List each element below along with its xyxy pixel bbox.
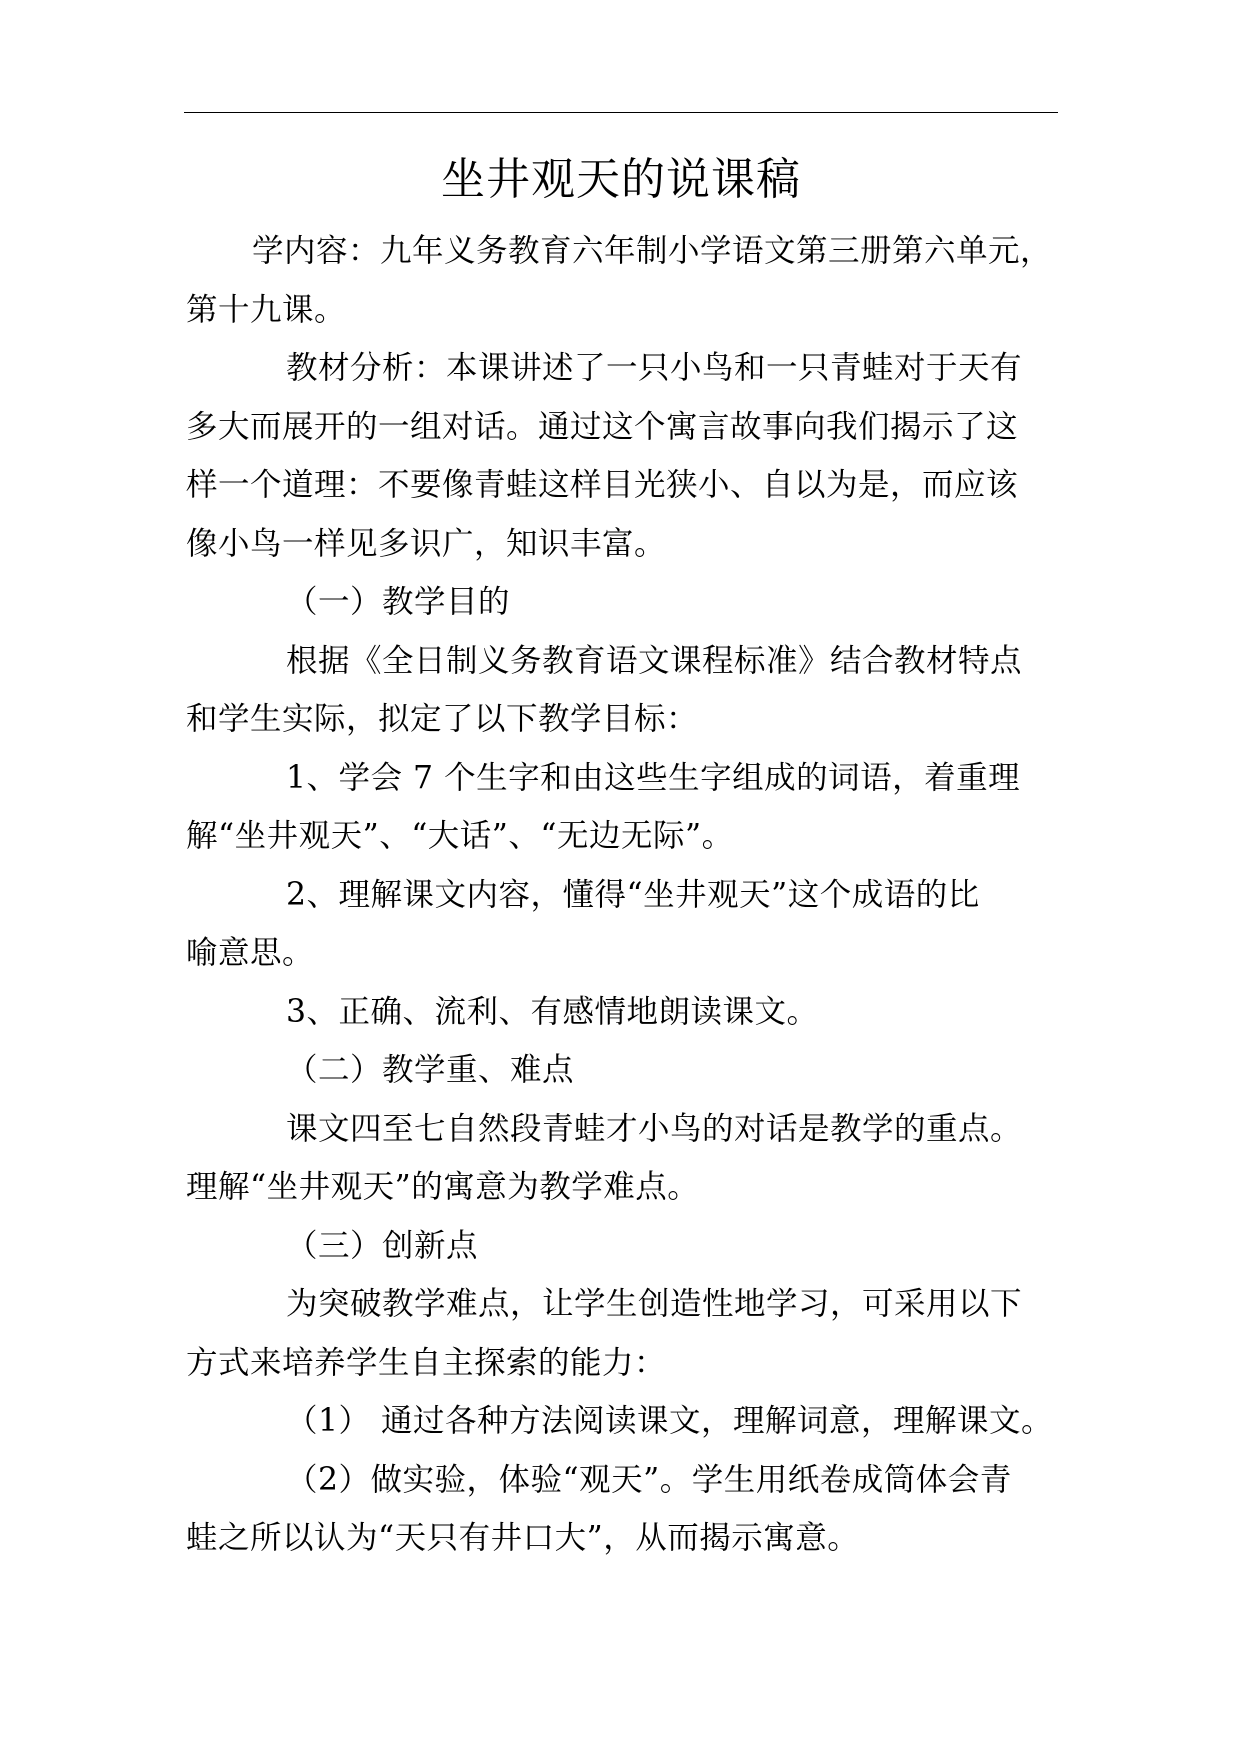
text-line: 像小鸟一样见多识广，知识丰富。 xyxy=(186,525,667,562)
text-line: 为突破教学难点，让学生创造性地学习，可采用以下 xyxy=(286,1286,1023,1322)
document-body xyxy=(186,222,1066,1568)
text-line: （2）做实验，体验“观天”。学生用纸卷成筒体会青 xyxy=(286,1461,1012,1498)
text-line: 学内容：九年义务教育六年制小学语文第三册第六单元， xyxy=(252,233,1053,269)
text-line: （一）教学目的 xyxy=(286,584,511,620)
text-line: 多大而展开的一组对话。通过这个寓言故事向我们揭示了这 xyxy=(186,408,1019,445)
page-title: 坐井观天的说课稿 xyxy=(441,154,801,205)
text-line: 和学生实际，拟定了以下教学目标： xyxy=(186,701,699,737)
text-line: 样一个道理：不要像青蛙这样目光狭小、自以为是，而应该 xyxy=(186,467,1019,503)
text-line: 蛙之所以认为“天只有井口大”，从而揭示寓意。 xyxy=(186,1520,860,1556)
text-line: 2、理解课文内容，懂得“坐井观天”这个成语的比 xyxy=(286,876,980,913)
text-line: 1、学会 7 个生字和由这些生字组成的词语，着重理 xyxy=(286,759,1021,796)
text-line: 理解“坐井观天”的寓意为教学难点。 xyxy=(186,1169,700,1205)
header-rule xyxy=(184,112,1058,113)
text-line: 教材分析：本课讲述了一只小鸟和一只青蛙对于天有 xyxy=(286,350,1023,386)
text-line: 3、正确、流利、有感情地朗读课文。 xyxy=(286,993,819,1030)
text-line: 解“坐井观天”、“大话”、“无边无际”。 xyxy=(186,818,734,854)
text-line: 方式来培养学生自主探索的能力： xyxy=(186,1344,667,1381)
text-line: 根据《全日制义务教育语文课程标准》结合教材特点 xyxy=(286,642,1023,679)
text-line: （三）创新点 xyxy=(286,1227,479,1264)
text-line: 第十九课。 xyxy=(186,291,347,328)
text-line: （二）教学重、难点 xyxy=(286,1052,575,1088)
text-line: （1） 通过各种方法阅读课文，理解词意，理解课文。 xyxy=(286,1403,1054,1439)
text-line: 喻意思。 xyxy=(186,935,315,971)
text-line: 课文四至七自然段青蛙才小鸟的对话是教学的重点。 xyxy=(286,1110,1023,1147)
